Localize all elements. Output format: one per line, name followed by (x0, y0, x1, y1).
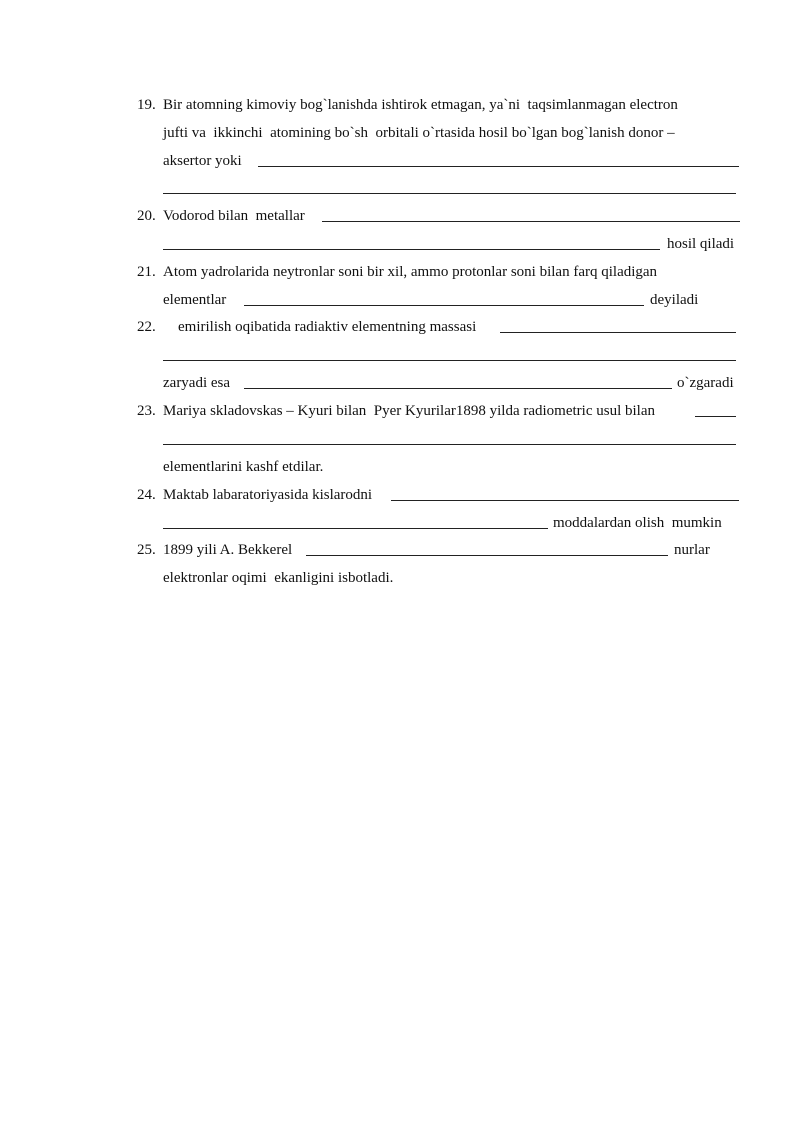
question-number-21: 21. (137, 264, 156, 280)
answer-blank-25[interactable] (306, 555, 668, 556)
question-22-line-2: zaryadi esa (163, 375, 231, 391)
question-number-20: 20. (137, 208, 156, 224)
answer-blank-20a[interactable] (322, 221, 740, 222)
question-20-line-2: hosil qiladi (667, 236, 735, 252)
answer-blank-20b[interactable] (163, 249, 660, 250)
answer-blank-19b[interactable] (163, 193, 736, 194)
answer-blank-22a[interactable] (500, 332, 736, 333)
answer-blank-23a[interactable] (695, 416, 736, 417)
question-number-19: 19. (137, 97, 156, 113)
question-number-23: 23. (137, 403, 156, 419)
question-22-line-3: o`zgaradi (677, 375, 734, 391)
answer-blank-24b[interactable] (163, 528, 548, 529)
question-number-25: 25. (137, 542, 156, 558)
question-number-24: 24. (137, 487, 156, 503)
question-24-line-2: moddalardan olish mumkin (553, 515, 722, 531)
question-20-line-1: Vodorod bilan metallar (163, 208, 305, 224)
answer-blank-21[interactable] (244, 305, 644, 306)
answer-blank-23b[interactable] (163, 444, 736, 445)
question-24-line-1: Maktab labaratoriyasida kislarodni (163, 487, 373, 503)
question-21-line-3: deyiladi (650, 292, 699, 308)
answer-blank-22c[interactable] (244, 388, 672, 389)
question-23-line-2: elementlarini kashf etdilar. (163, 459, 324, 475)
question-21-line-2: elementlar (163, 292, 227, 308)
question-25-line-3: elektronlar oqimi ekanligini isbotladi. (163, 570, 394, 586)
question-22-line-1: emirilish oqibatida radiaktiv elementning massasi (178, 319, 477, 335)
question-25-line-1: 1899 yili A. Bekkerel (163, 542, 293, 558)
question-19-line-3: aksertor yoki (163, 153, 242, 169)
question-19-line-1: Bir atomning kimoviy bog`lanishda ishtirok etmagan, ya`ni taqsimlanmagan electron (163, 97, 678, 113)
question-number-22: 22. (137, 319, 156, 335)
answer-blank-19a[interactable] (258, 166, 739, 167)
question-19-line-2: jufti va ikkinchi atomining bo`sh orbitali o`rtasida hosil bo`lgan bog`lanish donor – (163, 125, 675, 141)
answer-blank-24a[interactable] (391, 500, 739, 501)
question-23-line-1: Mariya skladovskas – Kyuri bilan Pyer Kyurilar1898 yilda radiometric usul bilan (163, 403, 655, 419)
question-21-line-1: Atom yadrolarida neytronlar soni bir xil, ammo protonlar soni bilan farq qiladigan (163, 264, 658, 280)
question-25-line-2: nurlar (674, 542, 710, 558)
answer-blank-22b[interactable] (163, 360, 736, 361)
